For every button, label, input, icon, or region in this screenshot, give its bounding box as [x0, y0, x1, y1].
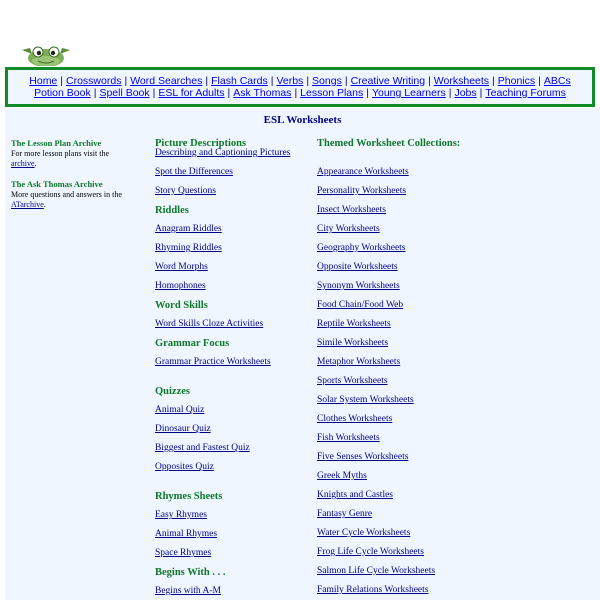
worksheet-link-easy-rhymes[interactable]: Easy Rhymes — [155, 510, 207, 520]
worksheet-link-biggest-and-fastest-quiz[interactable]: Biggest and Fastest Quiz — [155, 443, 250, 453]
worksheet-link-five-senses-worksheets[interactable]: Five Senses Worksheets — [317, 452, 409, 462]
section-heading: Picture Descriptions — [155, 138, 247, 149]
ask-thomas-description: More questions and answers in the — [11, 190, 122, 199]
nav-separator: | — [492, 75, 495, 87]
worksheet-link-sports-worksheets[interactable]: Sports Worksheets — [317, 376, 388, 386]
ask-thomas-archive-block — [11, 179, 126, 210]
worksheet-link-space-rhymes[interactable]: Space Rhymes — [155, 548, 212, 558]
nav-separator: | — [428, 75, 431, 87]
worksheet-link-dinosaur-quiz[interactable]: Dinosaur Quiz — [155, 424, 211, 434]
nav-separator: | — [205, 75, 209, 87]
page-title: ESL Worksheets — [263, 114, 342, 126]
archive-link[interactable]: archive — [11, 159, 35, 168]
worksheet-link-animal-quiz[interactable]: Animal Quiz — [155, 405, 205, 415]
nav-panel — [8, 70, 592, 104]
worksheet-link-begins-with-a-m[interactable]: Begins with A-M — [155, 586, 221, 596]
worksheet-link-appearance-worksheets[interactable]: Appearance Worksheets — [317, 167, 409, 177]
nav-link-phonics[interactable]: Phonics — [497, 75, 536, 87]
nav-link-home[interactable]: Home — [29, 75, 58, 87]
nav-row-1 — [8, 75, 592, 87]
nav-separator: | — [366, 87, 369, 99]
nav-link-crosswords[interactable]: Crosswords — [66, 75, 122, 87]
nav-link-ask-thomas[interactable]: Ask Thomas — [233, 87, 292, 99]
section-heading: Riddles — [155, 205, 189, 216]
nav-link-esl-for-adults[interactable]: ESL for Adults — [158, 87, 225, 99]
worksheet-link-word-morphs[interactable]: Word Morphs — [155, 262, 208, 272]
nav-separator: | — [448, 87, 452, 99]
worksheet-link-fantasy-genre[interactable]: Fantasy Genre — [317, 509, 373, 519]
nav-link-creative-writing[interactable]: Creative Writing — [350, 75, 426, 87]
nav-separator: | — [124, 75, 128, 87]
worksheet-link-opposites-quiz[interactable]: Opposites Quiz — [155, 462, 214, 472]
nav-separator: | — [306, 75, 310, 87]
nav-link-flash-cards[interactable]: Flash Cards — [211, 75, 268, 87]
worksheet-link-geography-worksheets[interactable]: Geography Worksheets — [317, 243, 406, 253]
nav-separator: | — [152, 87, 156, 99]
worksheet-link-fish-worksheets[interactable]: Fish Worksheets — [317, 433, 380, 443]
nav-separator: | — [344, 75, 348, 87]
nav-separator: | — [227, 87, 231, 99]
archive-period: . — [34, 159, 37, 168]
atarchive-period: . — [43, 200, 46, 209]
nav-link-jobs[interactable]: Jobs — [454, 87, 477, 99]
nav-link-lesson-plans[interactable]: Lesson Plans — [300, 87, 364, 99]
worksheet-link-opposite-worksheets[interactable]: Opposite Worksheets — [317, 262, 398, 272]
lesson-plan-archive-title: The Lesson Plan Archive — [11, 138, 102, 148]
nav-link-worksheets[interactable]: Worksheets — [433, 75, 490, 87]
nav-separator: | — [538, 75, 541, 87]
nav-row-2 — [8, 87, 592, 99]
lesson-plan-archive-block — [11, 138, 126, 169]
worksheet-link-greek-myths[interactable]: Greek Myths — [317, 471, 367, 481]
nav-separator: | — [479, 87, 483, 99]
worksheet-link-synonym-worksheets[interactable]: Synonym Worksheets — [317, 281, 400, 291]
nav-link-spell-book[interactable]: Spell Book — [99, 87, 150, 99]
nav-separator: | — [294, 87, 298, 99]
nav-link-word-searches[interactable]: Word Searches — [130, 75, 203, 87]
ask-thomas-archive-title: The Ask Thomas Archive — [11, 179, 103, 189]
nav-link-potion-book[interactable]: Potion Book — [34, 87, 91, 99]
worksheet-link-animal-rhymes[interactable]: Animal Rhymes — [155, 529, 218, 539]
nav-link-teaching-forums[interactable]: Teaching Forums — [485, 87, 566, 99]
worksheet-link-food-chain-food-web[interactable]: Food Chain/Food Web — [317, 300, 404, 310]
frog-logo-icon[interactable] — [18, 42, 74, 66]
lesson-plan-archive-text — [11, 149, 126, 169]
worksheet-link-knights-and-castles[interactable]: Knights and Castles — [317, 490, 393, 500]
section-heading: Quizzes — [155, 386, 190, 397]
worksheet-link-reptile-worksheets[interactable]: Reptile Worksheets — [317, 319, 391, 329]
nav-separator: | — [270, 75, 274, 87]
worksheet-link-homophones[interactable]: Homophones — [155, 281, 206, 291]
worksheet-link-simile-worksheets[interactable]: Simile Worksheets — [317, 338, 389, 348]
worksheet-link-clothes-worksheets[interactable]: Clothes Worksheets — [317, 414, 393, 424]
worksheet-link-family-relations-worksheets[interactable]: Family Relations Worksheets — [317, 585, 429, 595]
content-area — [5, 108, 600, 600]
worksheet-link-anagram-riddles[interactable]: Anagram Riddles — [155, 224, 222, 234]
worksheet-link-frog-life-cycle-worksheets[interactable]: Frog Life Cycle Worksheets — [317, 547, 424, 557]
worksheet-link-salmon-life-cycle-worksheets[interactable]: Salmon Life Cycle Worksheets — [317, 566, 436, 576]
worksheet-link-city-worksheets[interactable]: City Worksheets — [317, 224, 380, 234]
worksheet-link-describing-and-captioning-pictures[interactable]: Describing and Captioning Pictures — [155, 148, 291, 158]
sidebar — [11, 138, 126, 220]
worksheet-link-grammar-practice-worksheets[interactable]: Grammar Practice Worksheets — [155, 357, 271, 367]
nav-link-verbs[interactable]: Verbs — [276, 75, 304, 87]
main-navigation — [5, 67, 595, 107]
worksheet-link-rhyming-riddles[interactable]: Rhyming Riddles — [155, 243, 222, 253]
section-heading: Begins With . . . — [155, 567, 226, 578]
atarchive-link[interactable]: ATarchive — [11, 200, 44, 209]
nav-link-young-learners[interactable]: Young Learners — [371, 87, 446, 99]
worksheet-link-word-skills-cloze-activities[interactable]: Word Skills Cloze Activities — [155, 319, 264, 329]
worksheet-link-water-cycle-worksheets[interactable]: Water Cycle Worksheets — [317, 528, 411, 538]
section-heading: Themed Worksheet Collections: — [317, 138, 461, 149]
nav-separator: | — [60, 75, 64, 87]
section-heading: Grammar Focus — [155, 338, 230, 349]
nav-separator: | — [93, 87, 97, 99]
worksheet-link-metaphor-worksheets[interactable]: Metaphor Worksheets — [317, 357, 401, 367]
worksheet-link-solar-system-worksheets[interactable]: Solar System Worksheets — [317, 395, 414, 405]
nav-link-songs[interactable]: Songs — [312, 75, 342, 87]
section-heading: Word Skills — [155, 300, 208, 311]
archive-description: For more lesson plans visit the — [11, 149, 109, 158]
worksheet-link-insect-worksheets[interactable]: Insect Worksheets — [317, 205, 386, 215]
worksheet-link-personality-worksheets[interactable]: Personality Worksheets — [317, 186, 407, 196]
worksheet-link-story-questions[interactable]: Story Questions — [155, 186, 216, 196]
section-heading: Rhymes Sheets — [155, 491, 223, 502]
ask-thomas-archive-text — [11, 190, 126, 210]
nav-link-abcs[interactable]: ABCs — [543, 75, 571, 87]
worksheet-link-spot-the-differences[interactable]: Spot the Differences — [155, 167, 233, 177]
